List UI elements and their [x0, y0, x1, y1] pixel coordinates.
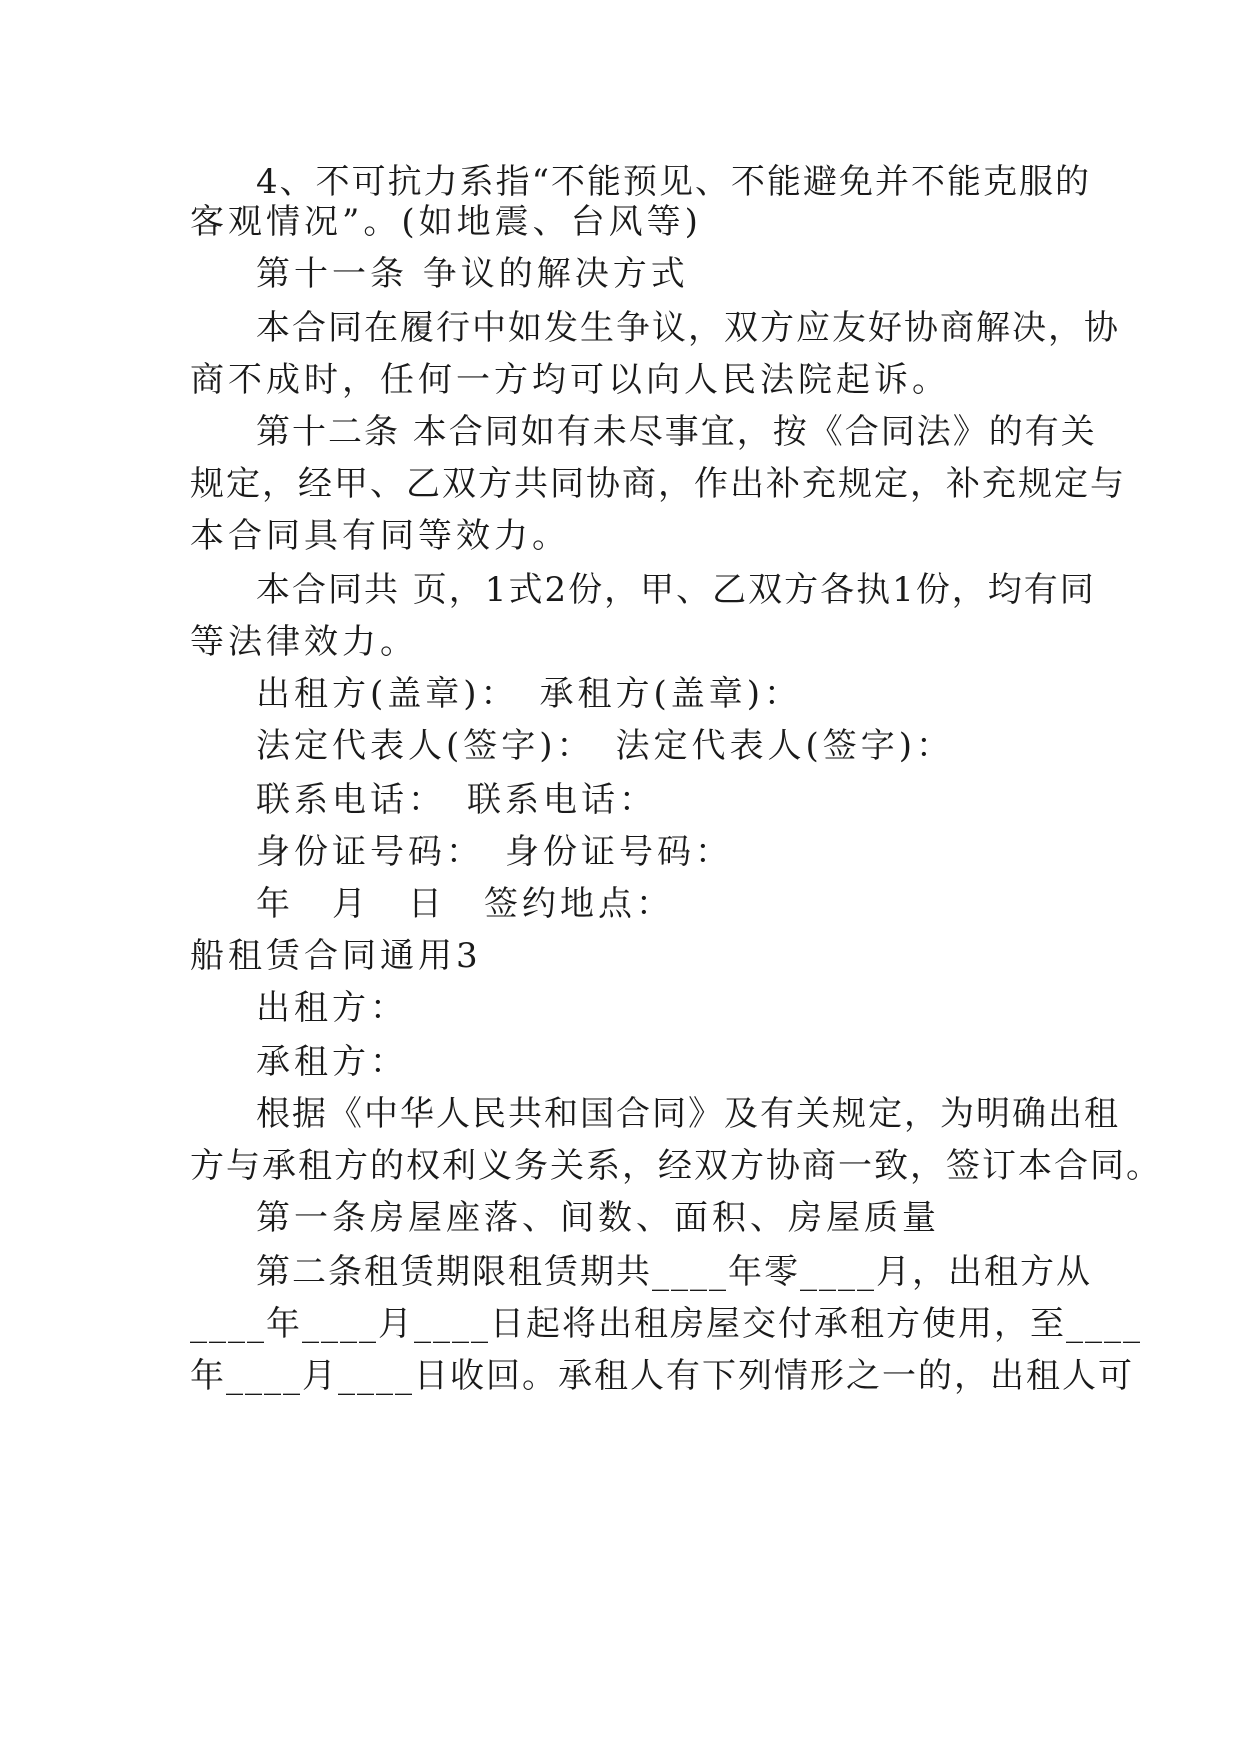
paragraph-line: 4、不可抗力系指“不能预见、不能避免并不能克服的 — [256, 162, 1092, 202]
paragraph-line: 商不成时，任何一方均可以向人民法院起诉。 — [190, 360, 950, 400]
paragraph-line: 第二条租赁期限租赁期共____年零____月，出租方从 — [256, 1252, 1092, 1292]
paragraph-line: 客观情况”。(如地震、台风等) — [190, 202, 702, 242]
paragraph-line: 方与承租方的权利义务关系，经双方协商一致，签订本合同。 — [190, 1146, 1162, 1186]
section-heading: 第一条房屋座落、间数、面积、房屋质量 — [256, 1198, 940, 1238]
signature-line: 身份证号码： 身份证号码： — [256, 832, 733, 872]
paragraph-line: 年____月____日收回。承租人有下列情形之一的，出租人可 — [190, 1356, 1134, 1396]
paragraph-line: 根据《中华人民共和国合同》及有关规定，为明确出租 — [256, 1094, 1120, 1134]
paragraph-line: 本合同具有同等效力。 — [190, 516, 570, 556]
paragraph-line: 第十二条 本合同如有未尽事宜，按《合同法》的有关 — [256, 412, 1097, 452]
party-line: 承租方： — [256, 1042, 408, 1082]
party-line: 出租方： — [256, 988, 408, 1028]
signature-line: 出租方(盖章)： 承租方(盖章)： — [256, 674, 803, 714]
section-heading: 第十一条 争议的解决方式 — [256, 254, 689, 294]
paragraph-line: 规定，经甲、乙双方共同协商，作出补充规定，补充规定与 — [190, 464, 1126, 504]
paragraph-line: 本合同在履行中如发生争议，双方应友好协商解决，协 — [256, 308, 1120, 348]
document-title: 船租赁合同通用3 — [190, 936, 482, 976]
paragraph-line: 等法律效力。 — [190, 622, 418, 662]
signature-line: 年 月 日 签约地点： — [256, 884, 674, 924]
signature-line: 法定代表人(签字)： 法定代表人(签字)： — [256, 726, 955, 766]
paragraph-line: ____年____月____日起将出租房屋交付承租方使用，至____ — [190, 1304, 1142, 1344]
paragraph-line: 本合同共 页，1式2份，甲、乙双方各执1份，均有同 — [256, 570, 1096, 610]
signature-line: 联系电话： 联系电话： — [256, 780, 657, 820]
